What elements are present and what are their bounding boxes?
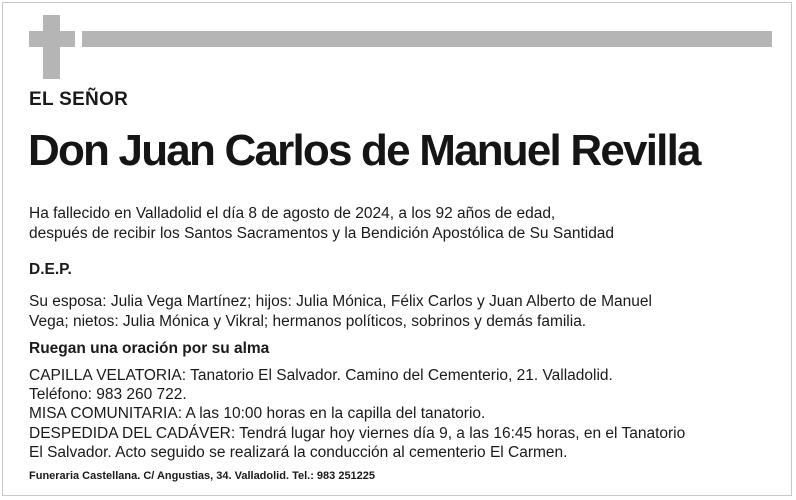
farewell-line-2: El Salvador. Acto seguido se realizará la conducción al cementerio El Carmen.: [29, 444, 568, 461]
farewell-line-1: DESPEDIDA DEL CADÁVER: Tendrá lugar hoy viernes día 9, a las 16:45 horas, en el Tanatorio: [29, 425, 686, 442]
death-announcement-line-2: después de recibir los Santos Sacramentos y la Bendición Apostólica de Su Santidad: [29, 225, 615, 242]
deceased-name: Don Juan Carlos de Manuel Revilla: [28, 126, 700, 175]
funeral-home-footer: Funeraria Castellana. C/ Angustias, 34. Valladolid. Tel.: 983 251225: [29, 470, 376, 482]
header-rule: [82, 31, 772, 47]
dep-label: D.E.P.: [29, 261, 72, 278]
family-line-1: Su esposa: Julia Vega Martínez; hijos: Julia Mónica, Félix Carlos y Juan Alberto de Manuel: [29, 293, 652, 310]
prayer-request: Ruegan una oración por su alma: [29, 340, 270, 357]
family-line-2: Vega; nietos: Julia Mónica y Vikral; hermanos políticos, sobrinos y demás familia.: [29, 313, 587, 330]
chapel-line-1: CAPILLA VELATORIA: Tanatorio El Salvador. Camino del Cementerio, 21. Valladolid.: [29, 367, 613, 384]
cross-icon: [29, 15, 75, 79]
death-announcement-line-1: Ha fallecido en Valladolid el día 8 de agosto de 2024, a los 92 años de edad,: [29, 205, 556, 222]
honorific: EL SEÑOR: [29, 89, 129, 110]
mass-info: MISA COMUNITARIA: A las 10:00 horas en la capilla del tanatorio.: [29, 405, 486, 422]
chapel-line-2: Teléfono: 983 260 722.: [29, 386, 187, 403]
